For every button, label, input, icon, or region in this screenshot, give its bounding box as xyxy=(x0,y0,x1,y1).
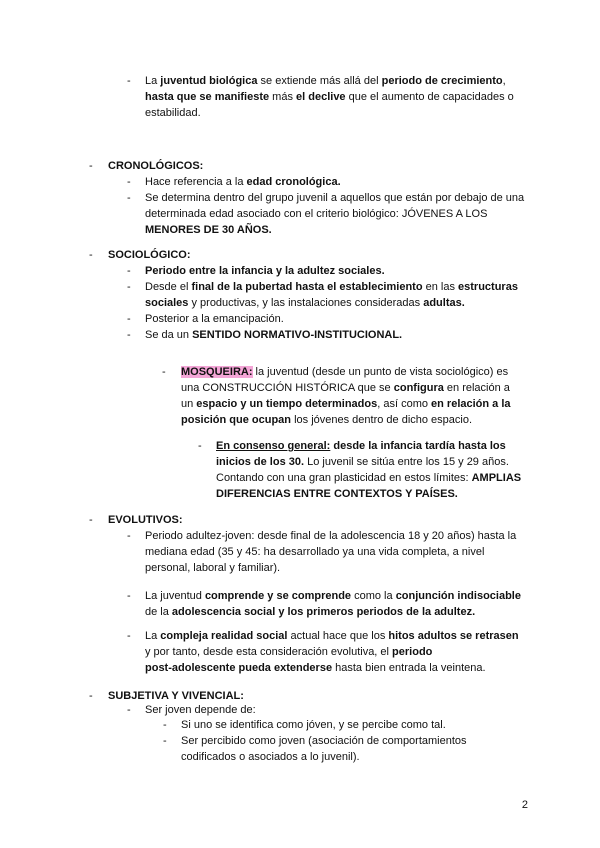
bullet-dash: - xyxy=(127,630,131,642)
text-line xyxy=(145,628,535,644)
bullet-dash: - xyxy=(127,329,131,341)
text-line xyxy=(216,470,546,486)
text-run: La juventud xyxy=(145,590,205,602)
text-line xyxy=(145,206,535,222)
bullet-dash: - xyxy=(127,590,131,602)
text-run: juventud biológica xyxy=(160,75,258,87)
text-line xyxy=(145,660,535,676)
text-run: hasta que se manifieste xyxy=(145,91,270,103)
subjetiva-subitem xyxy=(181,733,521,765)
text-line xyxy=(145,644,535,660)
text-run: comprende y se comprende xyxy=(204,590,352,602)
subjetiva-item xyxy=(145,702,535,718)
text-run: La xyxy=(145,75,161,87)
text-line xyxy=(145,222,535,238)
text-run: Posterior a la emancipación. xyxy=(145,313,284,325)
text-line xyxy=(181,380,531,396)
text-run: mediana edad (35 y 45: ha desarrollado ya una vida completa, a nivel xyxy=(145,546,485,558)
text-line xyxy=(145,528,535,544)
text-line xyxy=(181,396,531,412)
text-line xyxy=(181,749,521,765)
heading-evolutivos: EVOLUTIVOS: xyxy=(108,514,183,526)
text-run: sociales xyxy=(145,297,189,309)
evolutivos-item xyxy=(145,588,535,620)
text-run: MENORES DE 30 AÑOS. xyxy=(145,224,272,236)
page-number: 2 xyxy=(521,799,528,811)
text-run: Se da un xyxy=(145,329,193,341)
bullet-dash: - xyxy=(163,719,167,731)
bullet-dash: - xyxy=(127,281,131,293)
text-run: adultas. xyxy=(423,297,465,309)
bullet-dash: - xyxy=(89,249,93,261)
text-run: inicios de los 30. xyxy=(216,456,305,468)
text-run: DIFERENCIAS ENTRE CONTEXTOS Y PAÍSES. xyxy=(216,488,458,500)
text-run: los jóvenes dentro de dicho espacio. xyxy=(291,414,473,426)
consenso-paragraph xyxy=(216,438,546,502)
text-run: Lo juvenil se sitúa entre los 15 y 29 años. xyxy=(304,456,509,468)
text-line xyxy=(145,311,535,327)
text-run: el declive xyxy=(296,91,346,103)
bullet-dash: - xyxy=(163,735,167,747)
text-line xyxy=(216,486,546,502)
text-line xyxy=(181,412,531,428)
intro-paragraph xyxy=(145,73,535,121)
text-run: , xyxy=(502,75,506,87)
text-line xyxy=(145,279,535,295)
text-line xyxy=(181,717,521,733)
bullet-dash: - xyxy=(89,160,93,172)
text-run: Periodo adultez-joven: desde final de la adolescencia 18 y 20 años) hasta la xyxy=(145,530,517,542)
evolutivos-item xyxy=(145,628,535,676)
text-run: hitos adultos se retrasen xyxy=(388,630,519,642)
text-line xyxy=(145,174,535,190)
cronologicos-item xyxy=(145,174,535,190)
text-run: post-adolescente pueda extenderse xyxy=(145,662,333,674)
text-line xyxy=(181,364,531,380)
text-run: estructuras xyxy=(458,281,518,293)
text-run: personal, laboral y familiar). xyxy=(145,562,281,574)
text-line xyxy=(145,263,535,279)
text-run: en relación a la xyxy=(431,398,511,410)
text-line xyxy=(181,733,521,749)
text-run: En consenso general: xyxy=(216,440,331,452)
text-run: y productivas, y las instalaciones consideradas xyxy=(188,297,424,309)
text-run: la juventud (desde un punto de vista sociológico) es xyxy=(252,366,509,378)
text-line xyxy=(216,454,546,470)
text-run: como la xyxy=(351,590,396,602)
text-line xyxy=(145,73,535,89)
text-run: Hace referencia a la xyxy=(145,176,247,188)
text-line xyxy=(145,190,535,206)
text-run: Periodo entre la infancia y la adultez sociales. xyxy=(145,265,385,277)
bullet-dash: - xyxy=(198,440,202,452)
heading-sociologico: SOCIOLÓGICO: xyxy=(108,249,191,261)
evolutivos-item xyxy=(145,528,535,576)
text-run: desde la infancia tardía hasta los xyxy=(330,440,506,452)
text-run: más xyxy=(269,91,297,103)
sociologico-item xyxy=(145,327,535,343)
bullet-dash: - xyxy=(89,514,93,526)
bullet-dash: - xyxy=(127,313,131,325)
text-line xyxy=(145,702,535,718)
bullet-dash: - xyxy=(127,176,131,188)
text-run: compleja realidad social xyxy=(160,630,288,642)
cronologicos-item xyxy=(145,190,535,238)
text-run: que el aumento de capacidades o xyxy=(345,91,514,103)
sociologico-item xyxy=(145,263,535,279)
text-run: de la xyxy=(145,606,172,618)
text-line xyxy=(145,544,535,560)
text-line xyxy=(145,89,535,105)
text-run: final de la pubertad hasta el establecimiento xyxy=(191,281,423,293)
text-run: AMPLIAS xyxy=(471,472,522,484)
text-line xyxy=(145,295,535,311)
text-run: Si uno se identifica como jóven, y se percibe como tal. xyxy=(181,719,446,731)
text-line xyxy=(145,327,535,343)
text-run: conjunción indisociable xyxy=(395,590,521,602)
text-run: un xyxy=(181,398,197,410)
text-line xyxy=(145,588,535,604)
heading-subjetiva: SUBJETIVA Y VIVENCIAL: xyxy=(108,690,244,702)
text-run: posición que ocupan xyxy=(181,414,292,426)
text-run: espacio y un tiempo determinados xyxy=(196,398,378,410)
text-run: codificados o asociados a lo juvenil). xyxy=(181,751,360,763)
text-run: , así como xyxy=(377,398,432,410)
text-run: en las xyxy=(422,281,459,293)
bullet-dash: - xyxy=(127,530,131,542)
subjetiva-subitem xyxy=(181,717,521,733)
bullet-dash: - xyxy=(127,75,131,87)
text-run: MOSQUEIRA: xyxy=(181,366,253,378)
text-run: actual hace que los xyxy=(287,630,389,642)
bullet-dash: - xyxy=(162,366,166,378)
sociologico-item xyxy=(145,279,535,311)
bullet-dash: - xyxy=(127,192,131,204)
mosqueira-paragraph xyxy=(181,364,531,428)
text-run: edad cronológica. xyxy=(246,176,341,188)
text-run: adolescencia social y los primeros periodos de la adultez. xyxy=(171,606,476,618)
text-run: Ser joven depende de: xyxy=(145,704,256,716)
text-run: configura xyxy=(393,382,444,394)
text-run: La xyxy=(145,630,161,642)
text-run: hasta bien entrada la veintena. xyxy=(332,662,486,674)
text-run: se extiende más allá del xyxy=(257,75,382,87)
text-run: una CONSTRUCCIÓN HISTÓRICA que se xyxy=(181,382,394,394)
text-line xyxy=(216,438,546,454)
heading-cronologicos: CRONOLÓGICOS: xyxy=(108,160,204,172)
text-line xyxy=(145,560,535,576)
text-run: estabilidad. xyxy=(145,107,201,119)
bullet-dash: - xyxy=(127,704,131,716)
text-run: Contando con una gran plasticidad en estos límites: xyxy=(216,472,472,484)
text-run: periodo xyxy=(392,646,433,658)
text-run: Desde el xyxy=(145,281,192,293)
bullet-dash: - xyxy=(89,690,93,702)
sociologico-item xyxy=(145,311,535,327)
text-line xyxy=(145,604,535,620)
bullet-dash: - xyxy=(127,265,131,277)
text-line xyxy=(145,105,535,121)
text-run: Ser percibido como joven (asociación de comportamientos xyxy=(181,735,467,747)
text-run: SENTIDO NORMATIVO-INSTITUCIONAL. xyxy=(192,329,403,341)
text-run: en relación a xyxy=(443,382,510,394)
text-run: periodo de crecimiento xyxy=(381,75,503,87)
text-run: y por tanto, desde esta consideración evolutiva, el xyxy=(145,646,393,658)
text-run: Se determina dentro del grupo juvenil a aquellos que están por debajo de una xyxy=(145,192,525,204)
text-run: determinada edad asociado con el criterio biológico: JÓVENES A LOS xyxy=(145,208,488,220)
